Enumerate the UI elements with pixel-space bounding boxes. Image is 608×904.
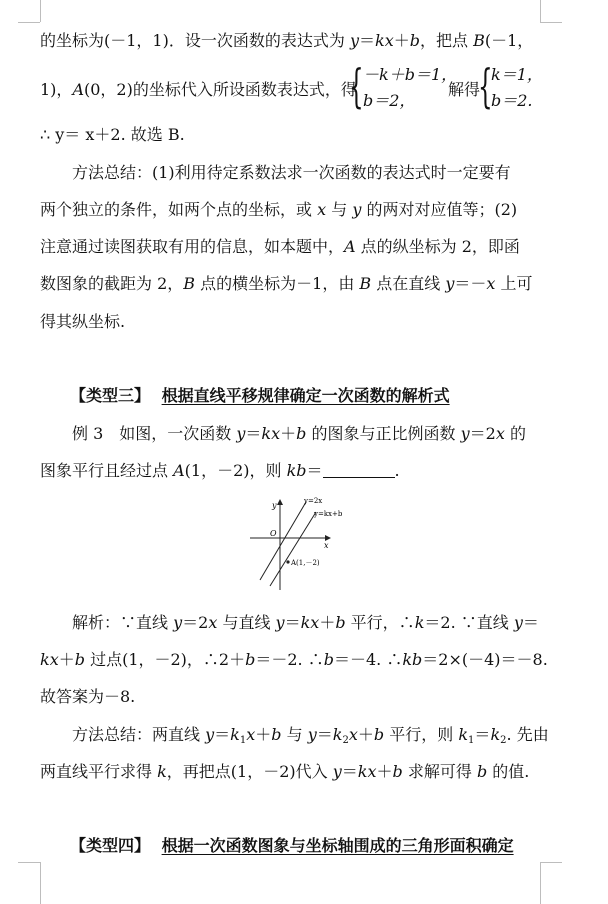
text: ＝ <box>474 725 491 744</box>
text: (1，－2)，则 <box>184 461 287 480</box>
type3-prefix: 【类型三】 <box>70 386 151 405</box>
math-var: b <box>74 650 85 669</box>
math-var: y <box>352 200 362 219</box>
text: ＝ <box>306 461 323 480</box>
math-var: kx <box>357 762 377 781</box>
math-var: b <box>296 424 307 443</box>
subscript: 2 <box>342 735 349 746</box>
text: 平行，∴ <box>345 613 415 632</box>
subscript: 1 <box>468 735 475 746</box>
text: 例 3 如图，一次函数 <box>72 424 237 443</box>
text: ＋ <box>280 424 297 443</box>
graph-figure <box>248 494 348 594</box>
p3-line-1 <box>72 725 580 751</box>
math-var: k <box>230 725 240 744</box>
crop-mark-top-left-h <box>18 22 40 23</box>
text: 两个独立的条件，如两个点的坐标，或 <box>40 200 318 219</box>
math-var: kb <box>286 461 307 480</box>
text: ＝ <box>358 31 375 50</box>
analysis-line-3: 故答案为－8. <box>40 687 136 706</box>
text: ＝ <box>284 613 301 632</box>
text: (－1， <box>484 31 534 50</box>
point-a-label: A(1,－2) <box>291 559 320 567</box>
text: . <box>394 461 400 480</box>
math-var: y <box>332 762 342 781</box>
math-var: x <box>317 200 327 219</box>
crop-mark-top-left-v <box>40 0 41 22</box>
text: 注意通过读图获取有用的信息，如本题中， <box>40 237 345 256</box>
math-var: A <box>72 80 84 99</box>
math-var: y <box>445 274 455 293</box>
math-var: b <box>245 650 256 669</box>
system-2-row-2: b＝2. <box>491 91 533 110</box>
math-var: B <box>183 274 196 293</box>
math-var: b <box>392 762 403 781</box>
text: ＝2. ∵直线 <box>424 613 514 632</box>
text: 的值. <box>487 762 530 781</box>
text: 上可 <box>495 274 533 293</box>
type3-title: 根据直线平移规律确定一次函数的解析式 <box>161 386 450 405</box>
system-1-row-2: b＝2， <box>363 91 416 110</box>
text: 解析：∵直线 <box>72 613 174 632</box>
math-var: b <box>409 31 420 50</box>
text: ＝－ <box>454 274 487 293</box>
math-var: y <box>349 31 359 50</box>
text: ＝ <box>522 613 539 632</box>
text: 1)， <box>40 80 73 99</box>
text: 的 <box>504 424 526 443</box>
text: 与 <box>326 200 353 219</box>
math-var: y <box>513 613 523 632</box>
analysis-line-2 <box>40 650 580 670</box>
math-var: b <box>373 725 385 744</box>
text: ，把点 <box>419 31 474 50</box>
system-brace-2: { <box>478 59 493 113</box>
line1-label: y=2x <box>304 497 323 505</box>
math-var: y <box>307 725 317 744</box>
type4-prefix: 【类型四】 <box>70 836 151 855</box>
line-y-2x <box>260 502 306 580</box>
math-var: B <box>359 274 372 293</box>
math-var: y <box>173 613 183 632</box>
math-var: b <box>335 613 346 632</box>
math-var: kx <box>300 613 320 632</box>
type3-heading <box>70 386 608 406</box>
text: 的坐标为(－1，1)．设一次函数的表达式为 <box>40 31 350 50</box>
text: ＝－2. ∴ <box>255 650 324 669</box>
x-axis-label: x <box>324 541 329 550</box>
example3-line-1 <box>72 424 580 444</box>
text: 两直线平行求得 <box>40 762 158 781</box>
crop-mark-bottom-left-h <box>18 862 40 863</box>
text: ＝－4. ∴ <box>333 650 403 669</box>
text: 平行，则 <box>384 725 459 744</box>
math-var: k <box>332 725 343 744</box>
text: 与 <box>281 725 308 744</box>
crop-mark-top-right-v <box>540 0 541 22</box>
text: ＋ <box>357 725 374 744</box>
text: ＝2 <box>182 613 209 632</box>
math-var: y <box>205 725 215 744</box>
text: 求解可得 <box>402 762 477 781</box>
text: ＝ <box>214 725 231 744</box>
math-var: k <box>490 725 501 744</box>
math-var: y <box>460 424 470 443</box>
math-var: k <box>458 725 469 744</box>
math-var: A <box>344 237 356 256</box>
p1-line-2 <box>40 80 357 100</box>
text: 点的纵坐标为 2，即函 <box>355 237 520 256</box>
text: 的两对对应值等；(2) <box>361 200 518 219</box>
math-var: kx <box>375 31 394 50</box>
math-var: b <box>323 650 334 669</box>
math-var: kx <box>261 424 281 443</box>
text: ＝ <box>245 424 262 443</box>
subscript: 1 <box>239 735 247 746</box>
math-var: kx <box>40 650 59 669</box>
point-a <box>286 560 289 563</box>
math-var: x <box>246 725 256 744</box>
text: 的图象与正比例函数 <box>306 424 461 443</box>
math-var: x <box>348 725 358 744</box>
text: ＝2 <box>469 424 496 443</box>
p2-line-4 <box>40 274 580 294</box>
text: ＋ <box>376 762 393 781</box>
crop-mark-top-right-h <box>540 22 562 23</box>
text: ＋ <box>319 613 336 632</box>
text: 点的横坐标为－1，由 <box>195 274 360 293</box>
p2-line-1: 方法总结：(1)利用待定系数法求一次函数的表达式时一定要有 <box>72 163 511 182</box>
crop-mark-bottom-right-v <box>540 862 541 904</box>
text: ＋ <box>255 725 272 744</box>
system-2-row-1: k＝1， <box>491 65 543 84</box>
p2-line-2 <box>40 200 580 220</box>
text: ＋ <box>58 650 75 669</box>
text: ＝ <box>341 762 358 781</box>
example3-line-2 <box>40 461 580 481</box>
system-1-row-1: －k＋b＝1， <box>363 65 458 84</box>
p2-line-5: 得其纵坐标. <box>40 312 126 331</box>
text: (0，2)的坐标代入所设函数表达式，得 <box>84 80 357 99</box>
type4-title: 根据一次函数图象与坐标轴围成的三角形面积确定 <box>161 836 514 855</box>
math-var: y <box>236 424 246 443</box>
math-var: k <box>414 613 425 632</box>
text: ＋ <box>393 31 410 50</box>
math-var: x <box>495 424 505 443</box>
text: 方法总结：两直线 <box>72 725 206 744</box>
text: ＝ <box>316 725 333 744</box>
line2-label: y=kx+b <box>314 510 343 518</box>
math-var: k <box>157 762 167 781</box>
solve-label: 解得 <box>448 80 481 99</box>
math-var: x <box>208 613 218 632</box>
p1-line-3: ∴ y＝ x＋2. 故选 B. <box>40 125 185 144</box>
text: 与直线 <box>217 613 276 632</box>
math-var: b <box>271 725 282 744</box>
origin-label: O <box>270 529 277 538</box>
answer-blank[interactable] <box>323 463 395 478</box>
text: 点在直线 <box>371 274 446 293</box>
type4-heading <box>70 836 608 856</box>
text: 数图象的截距为 2， <box>40 274 184 293</box>
math-var: kb <box>402 650 423 669</box>
math-var: A <box>173 461 185 480</box>
text: . 先由 <box>506 725 549 744</box>
text: 过点(1，－2)，∴2＋ <box>84 650 246 669</box>
crop-mark-bottom-left-v <box>40 862 41 904</box>
crop-mark-bottom-right-h <box>540 862 562 863</box>
text: ＝2×(－4)＝－8. <box>422 650 548 669</box>
system-brace-1: { <box>349 59 364 113</box>
subscript: 2 <box>500 735 507 746</box>
p1-line-1 <box>40 31 580 51</box>
text: ，再把点(1，－2)代入 <box>166 762 333 781</box>
math-var: x <box>486 274 496 293</box>
p3-line-2 <box>40 762 580 782</box>
math-var: y <box>275 613 285 632</box>
text: 图象平行且经过点 <box>40 461 174 480</box>
analysis-line-1 <box>72 613 580 633</box>
p2-line-3 <box>40 237 580 257</box>
math-var: B <box>473 31 485 50</box>
math-var: b <box>476 762 488 781</box>
y-axis-label: y <box>272 501 277 510</box>
